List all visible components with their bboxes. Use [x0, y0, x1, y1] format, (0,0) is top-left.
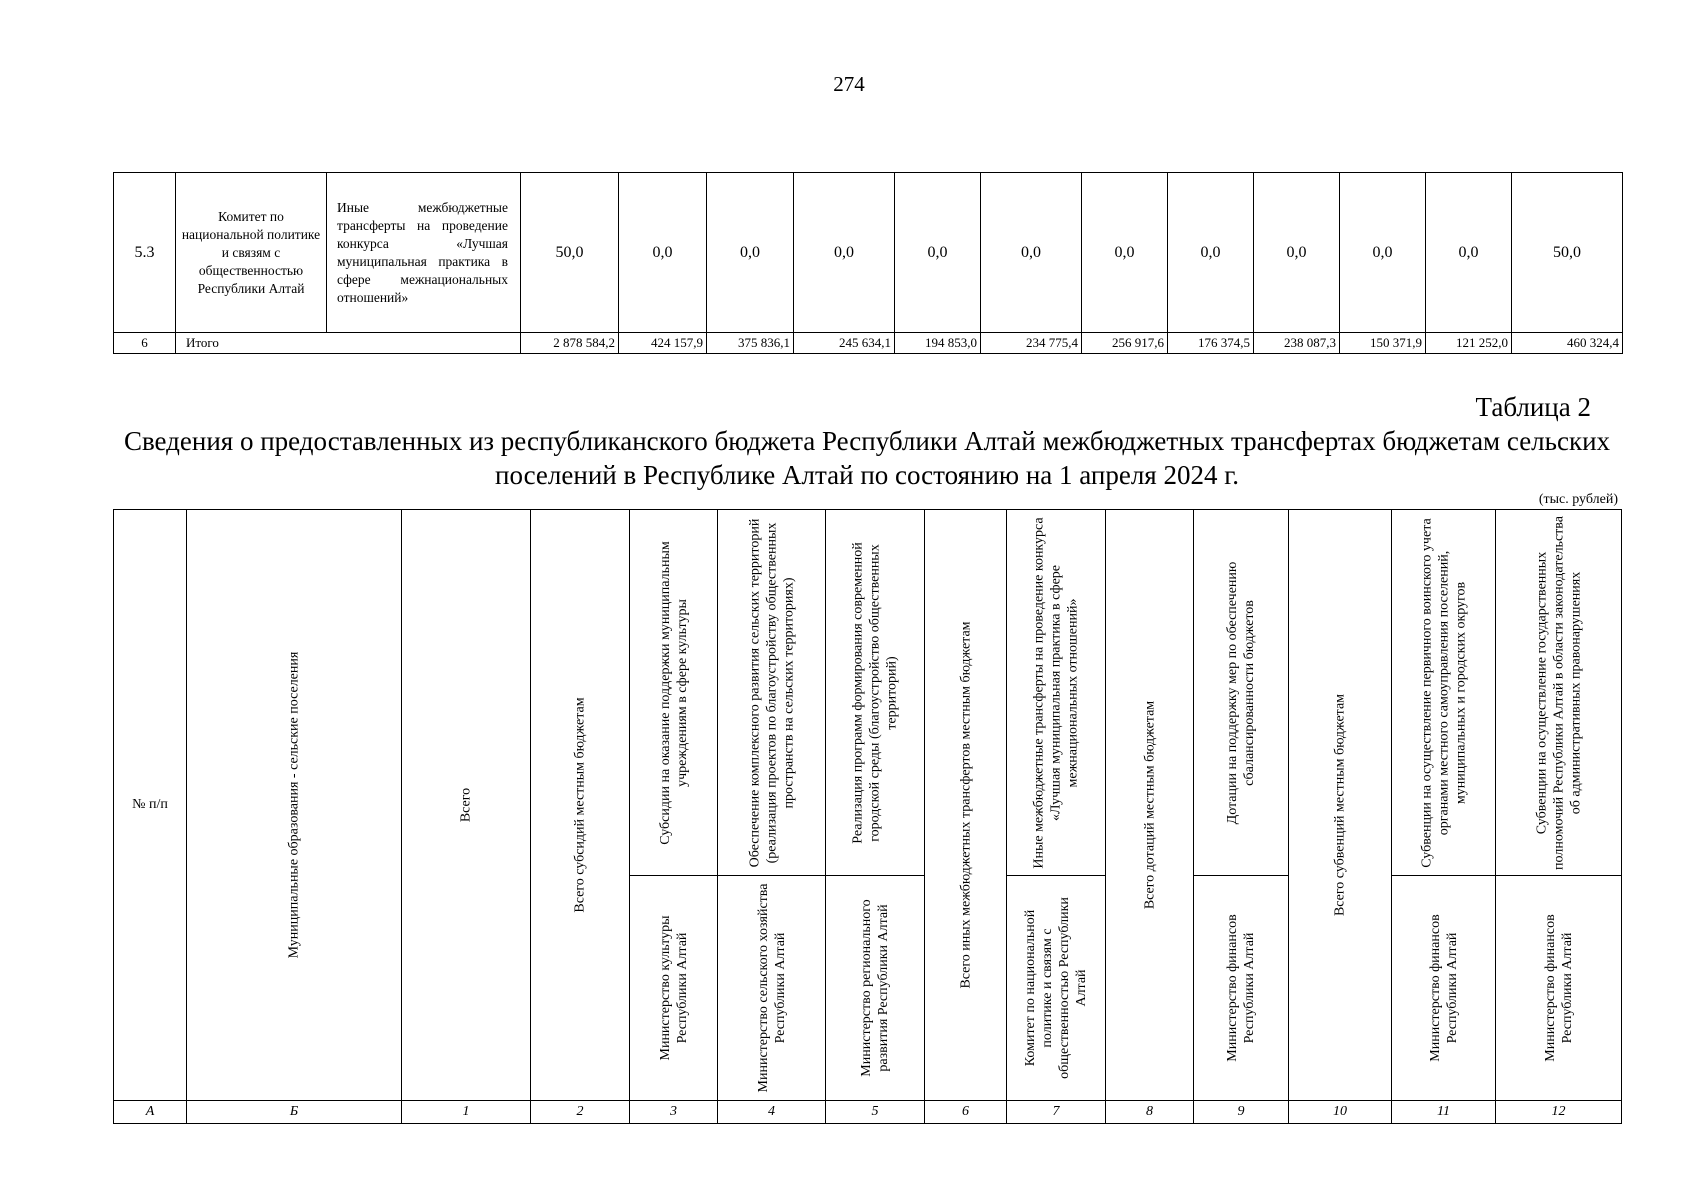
table2-title: Сведения о предоставленных из республиканского бюджета Республики Алтай межбюджетных трансфертах бюджетам сельских поселений в Республике Алтай по состоянию на 1 апреля 2024 г.: [123, 426, 1611, 490]
header-admin-ministry: Министерство финансов Республики Алтай: [1496, 876, 1622, 1101]
column-index-row: [114, 1101, 1622, 1124]
header-contest: Иные межбюджетные трансферты на проведение конкурса «Лучшая муниципальная практика в сфере межнациональных отношений»: [1007, 510, 1106, 876]
header-urban: Реализация программ формирования современной городской среды (благоустройство общественных территорий): [826, 510, 925, 876]
units-note: (тыс. рублей): [1538, 492, 1618, 507]
purpose-cell: Иные межбюджетные трансферты на проведение конкурса «Лучшая муниципальная практика в сфере межнациональных отношений»: [327, 173, 521, 333]
column-index: 5: [826, 1101, 925, 1124]
header-dotation-balance: Дотации на поддержку мер по обеспечению сбалансированности бюджетов: [1194, 510, 1289, 876]
header-row-top: [114, 510, 1622, 876]
column-index: 3: [630, 1101, 718, 1124]
value-cell: 194 853,0: [895, 333, 981, 354]
header-subsidies-total: Всего субсидий местным бюджетам: [531, 510, 630, 1101]
value-cell: 0,0: [1082, 173, 1168, 333]
value-cell: 176 374,5: [1168, 333, 1254, 354]
total-label: Итого: [176, 333, 521, 354]
value-cell: 245 634,1: [794, 333, 895, 354]
value-cell: 121 252,0: [1426, 333, 1512, 354]
value-cell: 0,0: [1254, 173, 1340, 333]
value-cell: 460 324,4: [1512, 333, 1623, 354]
value-cell: 256 917,6: [1082, 333, 1168, 354]
header-admin: Субвенции на осуществление государственных полномочий Республики Алтай в области законодательства об административных правонарушениях: [1496, 510, 1622, 876]
table2-header: [113, 509, 1622, 1124]
column-index: 1: [402, 1101, 531, 1124]
header-rural-ministry: Министерство сельского хозяйства Республики Алтай: [718, 876, 826, 1101]
header-military: Субвенции на осуществление первичного воинского учета органами местного самоуправления поселений, муниципальных и городских округов: [1392, 510, 1496, 876]
header-municipality: Муниципальные образования - сельские поселения: [187, 510, 402, 1101]
value-cell: 238 087,3: [1254, 333, 1340, 354]
value-cell: 0,0: [619, 173, 707, 333]
header-dotation-balance-ministry: Министерство финансов Республики Алтай: [1194, 876, 1289, 1101]
value-cell: 0,0: [1168, 173, 1254, 333]
value-cell: 150 371,9: [1340, 333, 1426, 354]
header-culture-ministry: Министерство культуры Республики Алтай: [630, 876, 718, 1101]
header-other-total: Всего иных межбюджетных трансфертов местным бюджетам: [925, 510, 1007, 1101]
row-number: 6: [114, 333, 176, 354]
header-num: № п/п: [114, 510, 187, 1101]
table-row: [114, 173, 1623, 333]
header-contest-ministry: Комитет по национальной политике и связям с общественностью Республики Алтай: [1007, 876, 1106, 1101]
column-index: 8: [1106, 1101, 1194, 1124]
value-cell: 0,0: [794, 173, 895, 333]
ministry-cell: Комитет по национальной политике и связям с общественностью Республики Алтай: [176, 173, 327, 333]
total-row: [114, 333, 1623, 354]
column-index: Б: [187, 1101, 402, 1124]
column-index: 12: [1496, 1101, 1622, 1124]
column-index: 10: [1289, 1101, 1392, 1124]
header-urban-ministry: Министерство регионального развития Республики Алтай: [826, 876, 925, 1101]
value-cell: 50,0: [521, 173, 619, 333]
value-cell: 50,0: [1512, 173, 1623, 333]
header-subvention-total: Всего субвенций местным бюджетам: [1289, 510, 1392, 1101]
column-index: 6: [925, 1101, 1007, 1124]
value-cell: 0,0: [895, 173, 981, 333]
value-cell: 0,0: [1340, 173, 1426, 333]
column-index: 7: [1007, 1101, 1106, 1124]
header-dotation-total: Всего дотаций местным бюджетам: [1106, 510, 1194, 1101]
value-cell: 0,0: [1426, 173, 1512, 333]
page-number: 274: [833, 72, 865, 96]
header-rural: Обеспечение комплексного развития сельских территорий (реализация проектов по благоустройству общественных пространств на сельских территориях): [718, 510, 826, 876]
header-culture: Субсидии на оказание поддержки муниципальным учреждениям в сфере культуры: [630, 510, 718, 876]
value-cell: 234 775,4: [981, 333, 1082, 354]
column-index: 2: [531, 1101, 630, 1124]
header-total: Всего: [402, 510, 531, 1101]
value-cell: 424 157,9: [619, 333, 707, 354]
column-index: 9: [1194, 1101, 1289, 1124]
column-index: А: [114, 1101, 187, 1124]
value-cell: 0,0: [981, 173, 1082, 333]
row-number: 5.3: [114, 173, 176, 333]
table2-label: Таблица 2: [1475, 392, 1591, 422]
column-index: 4: [718, 1101, 826, 1124]
value-cell: 375 836,1: [707, 333, 794, 354]
value-cell: 0,0: [707, 173, 794, 333]
header-military-ministry: Министерство финансов Республики Алтай: [1392, 876, 1496, 1101]
value-cell: 2 878 584,2: [521, 333, 619, 354]
table1-fragment: [113, 172, 1623, 354]
column-index: 11: [1392, 1101, 1496, 1124]
